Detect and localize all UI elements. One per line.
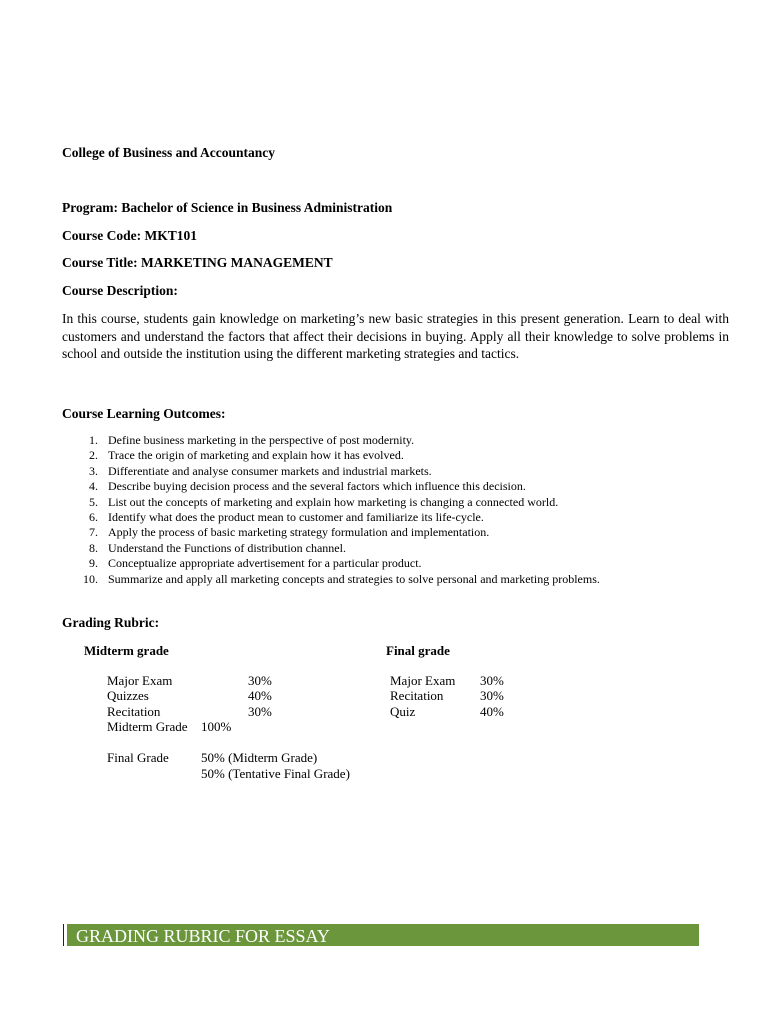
list-text: List out the concepts of marketing and explain how marketing is changing a connected world. [108,494,559,509]
final-row-value: 30% [480,673,504,688]
midterm-heading: Midterm grade [84,643,169,658]
final-row-label: Quiz [390,704,416,719]
section-banner [65,924,699,946]
list-number: 7. [89,525,98,540]
list-number: 4. [89,479,98,494]
list-text: Describe buying decision process and the several factors which influence this decision. [108,479,526,494]
final-formula-label: Final Grade [107,750,169,765]
midterm-row-value: 30% [248,673,272,688]
midterm-total-value: 100% [201,719,232,734]
list-text: Apply the process of basic marketing strategy formulation and implementation. [108,525,490,540]
final-formula-line1: 50% (Midterm Grade) [201,750,318,765]
college-name: College of Business and Accountancy [62,145,276,160]
list-text: Understand the Functions of distribution channel. [108,540,346,555]
final-row-value: 30% [480,688,504,703]
midterm-total-label: Midterm Grade [107,719,188,734]
midterm-row-label: Quizzes [107,688,149,703]
outcomes-heading: Course Learning Outcomes: [62,406,226,421]
course-title: Course Title: MARKETING MANAGEMENT [62,255,333,270]
list-text: Trace the origin of marketing and explain how it has evolved. [108,448,404,463]
final-row-label: Major Exam [390,673,456,688]
banner-edge [63,924,64,946]
list-number: 6. [89,509,98,524]
list-number: 2. [89,448,98,463]
midterm-row-label: Recitation [107,704,161,719]
list-number: 10. [83,571,98,586]
description-heading: Course Description: [62,283,178,298]
list-text: Identify what does the product mean to customer and familiarize its life-cycle. [108,509,484,524]
list-number: 5. [89,494,98,509]
course-code: Course Code: MKT101 [62,228,197,243]
list-number: 3. [89,463,98,478]
list-text: Define business marketing in the perspective of post modernity. [108,433,415,447]
course-description: In this course, students gain knowledge on marketing’s new basic strategies in this present generation. Learn to deal with customers and understand the factors that affect their decisions in buying. Apply all their knowledge to solve problems in school and outside the institution using the different marketing strategies and tactics. [62,311,729,361]
program: Program: Bachelor of Science in Business Administration [62,200,393,215]
banner-title: GRADING RUBRIC FOR ESSAY [76,926,330,946]
list-number: 9. [89,556,98,571]
final-heading: Final grade [386,643,450,658]
list-number: 1. [89,433,98,447]
list-text: Conceptualize appropriate advertisement for a particular product. [108,556,422,571]
list-text: Differentiate and analyse consumer markets and industrial markets. [108,463,432,478]
list-number: 8. [89,540,98,555]
final-formula-line2: 50% (Tentative Final Grade) [201,766,350,781]
final-row-label: Recitation [390,688,444,703]
final-row-value: 40% [480,704,504,719]
list-text: Summarize and apply all marketing concepts and strategies to solve personal and marketing problems. [108,571,600,586]
midterm-row-label: Major Exam [107,673,173,688]
grading-heading: Grading Rubric: [62,615,160,630]
midterm-row-value: 30% [248,704,272,719]
midterm-row-value: 40% [248,688,272,703]
